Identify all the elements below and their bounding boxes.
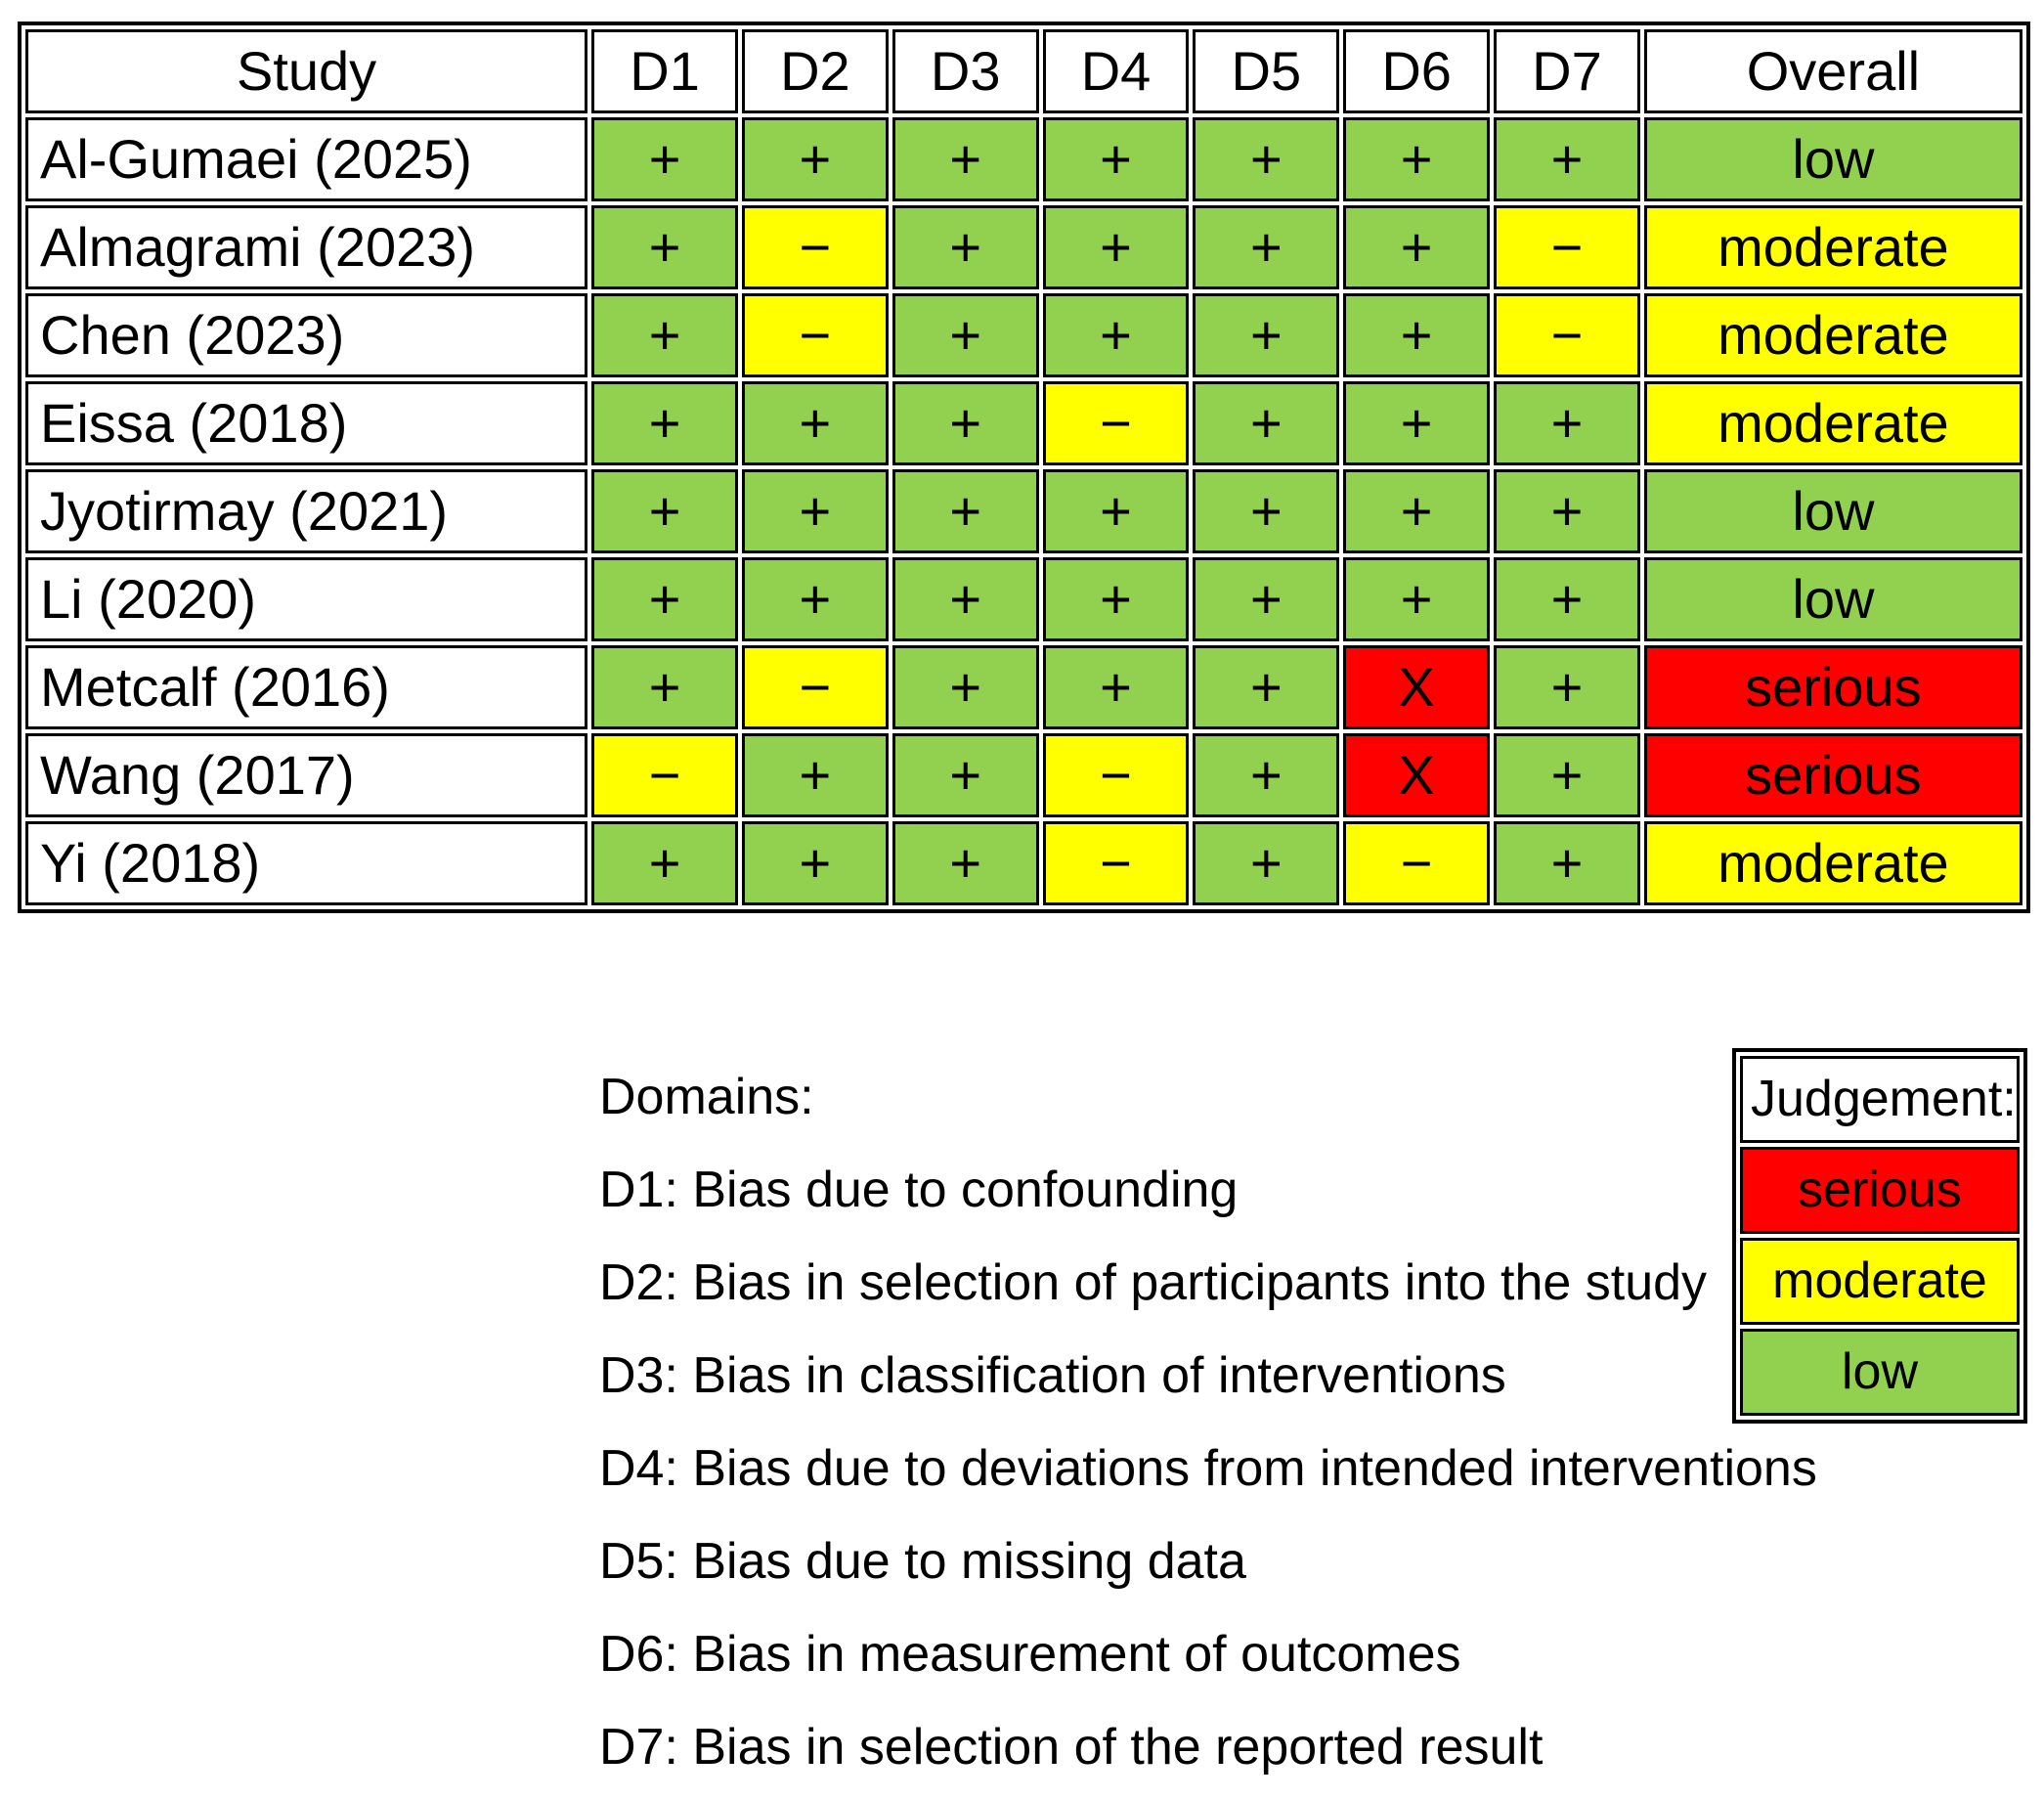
- judgement-cell-d6: −: [1343, 821, 1490, 905]
- domain-definition-d7: D7: Bias in selection of the reported result: [599, 1719, 1544, 1776]
- study-name: Al-Gumaei (2025): [25, 117, 587, 201]
- column-header-d7: D7: [1494, 29, 1640, 113]
- judgement-cell-d5: +: [1193, 293, 1339, 377]
- judgement-cell-d6: X: [1343, 645, 1490, 729]
- domains-legend: [599, 1051, 1817, 1794]
- judgement-cell-d7: −: [1494, 293, 1640, 377]
- judgement-cell-d6: +: [1343, 293, 1490, 377]
- judgement-cell-d7: +: [1494, 117, 1640, 201]
- judgement-cell-d5: +: [1193, 469, 1339, 553]
- judgement-cell-d1: +: [591, 821, 738, 905]
- domain-definition-d5: D5: Bias due to missing data: [599, 1533, 1246, 1590]
- judgement-cell-d4: −: [1043, 821, 1190, 905]
- judgement-cell-d6: +: [1343, 117, 1490, 201]
- judgement-cell-d7: −: [1494, 205, 1640, 289]
- judgement-cell-d4: −: [1043, 733, 1190, 817]
- domains-legend-title: Domains:: [599, 1069, 814, 1125]
- table-row: [25, 557, 2022, 641]
- table-row: [25, 469, 2022, 553]
- rob-table-body: [25, 117, 2022, 905]
- overall-cell: low: [1644, 557, 2022, 641]
- judgement-cell-d3: +: [892, 293, 1039, 377]
- study-name: Jyotirmay (2021): [25, 469, 587, 553]
- overall-cell: moderate: [1644, 381, 2022, 465]
- judgement-cell-d2: −: [742, 293, 889, 377]
- judgement-cell-d3: +: [892, 557, 1039, 641]
- judgement-cell-d2: +: [742, 821, 889, 905]
- judgement-cell-d1: +: [591, 381, 738, 465]
- column-header-study: Study: [25, 29, 587, 113]
- judgement-legend-title: Judgement:: [1740, 1056, 2020, 1143]
- table-row: [25, 293, 2022, 377]
- domain-definition-d4: D4: Bias due to deviations from intended interventions: [599, 1440, 1817, 1497]
- judgement-cell-d3: +: [892, 733, 1039, 817]
- judgement-cell-d4: +: [1043, 557, 1190, 641]
- judgement-cell-d2: −: [742, 205, 889, 289]
- judgement-level-low: low: [1740, 1329, 2020, 1416]
- judgement-cell-d5: +: [1193, 205, 1339, 289]
- table-row: [25, 821, 2022, 905]
- judgement-cell-d5: +: [1193, 821, 1339, 905]
- judgement-level-serious: serious: [1740, 1147, 2020, 1234]
- judgement-cell-d4: +: [1043, 469, 1190, 553]
- column-header-d3: D3: [892, 29, 1039, 113]
- judgement-cell-d1: +: [591, 293, 738, 377]
- domain-definition-d1: D1: Bias due to confounding: [599, 1162, 1239, 1218]
- overall-cell: low: [1644, 117, 2022, 201]
- judgement-cell-d1: +: [591, 645, 738, 729]
- judgement-cell-d7: +: [1494, 821, 1640, 905]
- judgement-cell-d1: −: [591, 733, 738, 817]
- judgement-cell-d7: +: [1494, 381, 1640, 465]
- study-name: Chen (2023): [25, 293, 587, 377]
- table-row: [25, 733, 2022, 817]
- table-row: [25, 117, 2022, 201]
- study-name: Eissa (2018): [25, 381, 587, 465]
- judgement-cell-d7: +: [1494, 733, 1640, 817]
- judgement-cell-d1: +: [591, 469, 738, 553]
- domain-definition-d3: D3: Bias in classification of interventions: [599, 1347, 1506, 1404]
- study-name: Yi (2018): [25, 821, 587, 905]
- header-row: [25, 29, 2022, 113]
- overall-cell: low: [1644, 469, 2022, 553]
- rob-table-head: [25, 29, 2022, 113]
- judgement-cell-d6: +: [1343, 205, 1490, 289]
- judgement-level-moderate: moderate: [1740, 1238, 2020, 1325]
- overall-cell: moderate: [1644, 821, 2022, 905]
- judgement-cell-d2: +: [742, 557, 889, 641]
- judgement-legend: [1732, 1048, 2027, 1424]
- judgement-cell-d3: +: [892, 205, 1039, 289]
- judgement-cell-d5: +: [1193, 117, 1339, 201]
- judgement-cell-d3: +: [892, 117, 1039, 201]
- table-row: [25, 381, 2022, 465]
- judgement-cell-d3: +: [892, 821, 1039, 905]
- judgement-cell-d7: +: [1494, 469, 1640, 553]
- judgement-cell-d3: +: [892, 381, 1039, 465]
- domain-definition-d6: D6: Bias in measurement of outcomes: [599, 1626, 1461, 1683]
- judgement-cell-d6: X: [1343, 733, 1490, 817]
- judgement-cell-d2: +: [742, 733, 889, 817]
- column-header-overall: Overall: [1644, 29, 2022, 113]
- judgement-cell-d6: +: [1343, 469, 1490, 553]
- judgement-cell-d1: +: [591, 205, 738, 289]
- domain-definition-d2: D2: Bias in selection of participants into the study: [599, 1254, 1708, 1311]
- judgement-cell-d4: +: [1043, 645, 1190, 729]
- judgement-cell-d4: +: [1043, 293, 1190, 377]
- table-row: [25, 205, 2022, 289]
- column-header-d4: D4: [1043, 29, 1190, 113]
- judgement-cell-d6: +: [1343, 557, 1490, 641]
- judgement-cell-d5: +: [1193, 381, 1339, 465]
- judgement-cell-d1: +: [591, 117, 738, 201]
- judgement-cell-d5: +: [1193, 645, 1339, 729]
- judgement-cell-d2: −: [742, 645, 889, 729]
- judgement-cell-d2: +: [742, 117, 889, 201]
- judgement-cell-d4: +: [1043, 117, 1190, 201]
- overall-cell: moderate: [1644, 205, 2022, 289]
- judgement-cell-d4: −: [1043, 381, 1190, 465]
- column-header-d6: D6: [1343, 29, 1490, 113]
- column-header-d5: D5: [1193, 29, 1339, 113]
- judgement-cell-d2: +: [742, 381, 889, 465]
- judgement-cell-d7: +: [1494, 645, 1640, 729]
- table-row: [25, 645, 2022, 729]
- judgement-cell-d1: +: [591, 557, 738, 641]
- column-header-d2: D2: [742, 29, 889, 113]
- overall-cell: serious: [1644, 645, 2022, 729]
- judgement-cell-d5: +: [1193, 557, 1339, 641]
- overall-cell: serious: [1644, 733, 2022, 817]
- rob-table: [18, 22, 2030, 913]
- study-name: Metcalf (2016): [25, 645, 587, 729]
- study-name: Almagrami (2023): [25, 205, 587, 289]
- judgement-cell-d4: +: [1043, 205, 1190, 289]
- overall-cell: moderate: [1644, 293, 2022, 377]
- judgement-cell-d7: +: [1494, 557, 1640, 641]
- study-name: Li (2020): [25, 557, 587, 641]
- judgement-cell-d3: +: [892, 645, 1039, 729]
- judgement-cell-d3: +: [892, 469, 1039, 553]
- column-header-d1: D1: [591, 29, 738, 113]
- study-name: Wang (2017): [25, 733, 587, 817]
- judgement-cell-d6: +: [1343, 381, 1490, 465]
- judgement-cell-d2: +: [742, 469, 889, 553]
- judgement-cell-d5: +: [1193, 733, 1339, 817]
